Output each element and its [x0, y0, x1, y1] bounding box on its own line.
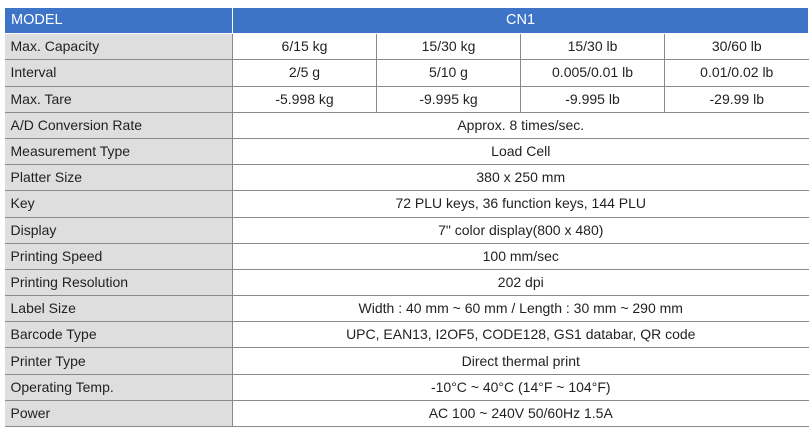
row-label: Printing Speed [5, 243, 233, 269]
row-value: Load Cell [233, 138, 809, 164]
row-label: Operating Temp. [5, 374, 233, 400]
row-label: Power [5, 400, 233, 426]
row-value: -9.995 lb [521, 86, 665, 112]
row-value: -29.99 lb [665, 86, 809, 112]
row-label: Printing Resolution [5, 269, 233, 295]
row-label: Max. Tare [5, 86, 233, 112]
row-value: 380 x 250 mm [233, 165, 809, 191]
row-value: Direct thermal print [233, 348, 809, 374]
spec-table [4, 7, 809, 427]
row-value: 202 dpi [233, 269, 809, 295]
row-label: Max. Capacity [5, 34, 233, 60]
row-value: 2/5 g [233, 60, 377, 86]
model-name-header: CN1 [233, 8, 809, 34]
spec-row-display [5, 217, 809, 243]
spec-row-key [5, 191, 809, 217]
row-label: Platter Size [5, 165, 233, 191]
cropped-text-sliver [0, 0, 811, 7]
header-row [5, 8, 809, 34]
spec-row-max-capacity [5, 34, 809, 60]
row-value: 72 PLU keys, 36 function keys, 144 PLU [233, 191, 809, 217]
row-value: 15/30 kg [377, 34, 521, 60]
model-header: MODEL [5, 8, 233, 34]
row-label: A/D Conversion Rate [5, 112, 233, 138]
row-label: Label Size [5, 296, 233, 322]
row-value: Approx. 8 times/sec. [233, 112, 809, 138]
row-value: AC 100 ~ 240V 50/60Hz 1.5A [233, 400, 809, 426]
row-value: 6/15 kg [233, 34, 377, 60]
spec-row-printing-speed [5, 243, 809, 269]
row-value: 5/10 g [377, 60, 521, 86]
spec-row-printer-type [5, 348, 809, 374]
row-value: Width : 40 mm ~ 60 mm / Length : 30 mm ~ 290 mm [233, 296, 809, 322]
row-label: Measurement Type [5, 138, 233, 164]
row-label: Barcode Type [5, 322, 233, 348]
row-value: -5.998 kg [233, 86, 377, 112]
row-value: 7" color display(800 x 480) [233, 217, 809, 243]
row-value: 15/30 lb [521, 34, 665, 60]
row-value: 0.005/0.01 lb [521, 60, 665, 86]
row-value: 30/60 lb [665, 34, 809, 60]
spec-row-measurement-type [5, 138, 809, 164]
spec-row-ad-conversion-rate [5, 112, 809, 138]
spec-row-power [5, 400, 809, 426]
spec-row-printing-resolution [5, 269, 809, 295]
row-label: Printer Type [5, 348, 233, 374]
row-value: 100 mm/sec [233, 243, 809, 269]
spec-row-max-tare [5, 86, 809, 112]
spec-row-barcode-type [5, 322, 809, 348]
spec-row-platter-size [5, 165, 809, 191]
row-value: UPC, EAN13, I2OF5, CODE128, GS1 databar, QR code [233, 322, 809, 348]
spec-row-label-size [5, 296, 809, 322]
spec-row-interval [5, 60, 809, 86]
spec-row-operating-temp [5, 374, 809, 400]
row-label: Display [5, 217, 233, 243]
row-label: Key [5, 191, 233, 217]
row-label: Interval [5, 60, 233, 86]
row-value: 0.01/0.02 lb [665, 60, 809, 86]
row-value: -10°C ~ 40°C (14°F ~ 104°F) [233, 374, 809, 400]
row-value: -9.995 kg [377, 86, 521, 112]
